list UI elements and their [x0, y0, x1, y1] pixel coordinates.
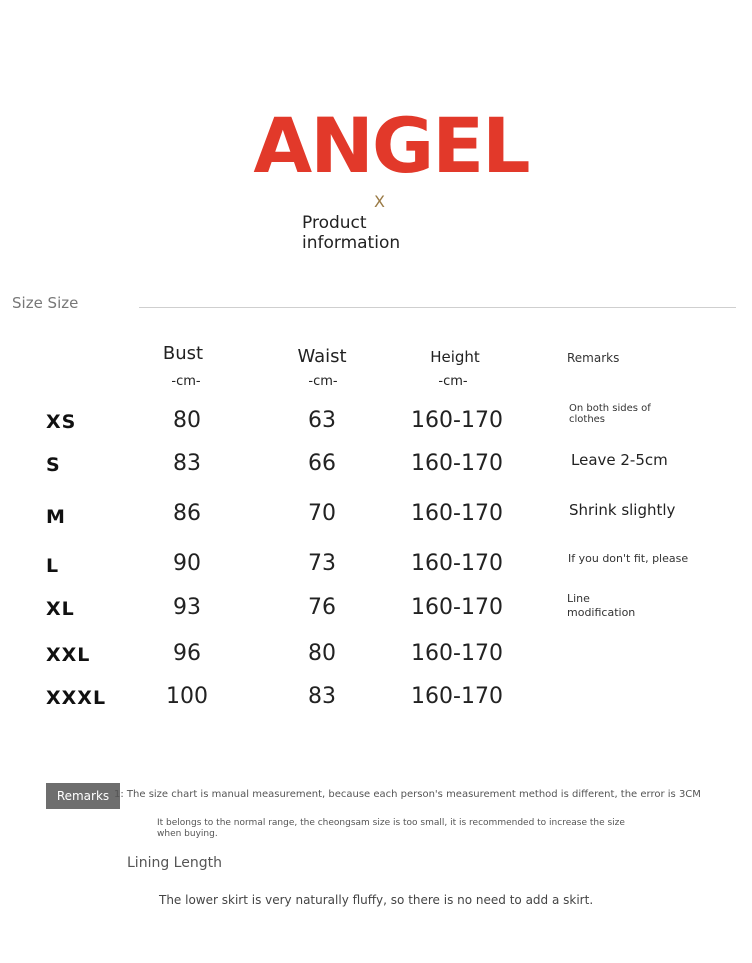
- bust-value: 86: [173, 501, 201, 526]
- size-label: M: [46, 506, 66, 528]
- column-header-height: Height: [430, 348, 480, 366]
- bust-value: 100: [166, 684, 208, 709]
- waist-value: 70: [308, 501, 336, 526]
- lining-length-text: The lower skirt is very naturally fluffy, so there is no need to add a skirt.: [159, 893, 594, 907]
- height-value: 160-170: [411, 451, 503, 476]
- height-value: 160-170: [411, 408, 503, 433]
- column-unit-height: -cm-: [438, 374, 468, 389]
- remark-note: On both sides of clothes: [569, 403, 651, 425]
- brand-logo-text: ANGEL: [253, 101, 529, 190]
- height-value: 160-170: [411, 595, 503, 620]
- waist-value: 80: [308, 641, 336, 666]
- brand-logo: [253, 100, 529, 190]
- brand-separator: X: [374, 192, 385, 211]
- size-label: L: [46, 555, 60, 577]
- remark-note: If you don't fit, please: [568, 552, 689, 565]
- bust-value: 93: [173, 595, 201, 620]
- waist-value: 76: [308, 595, 336, 620]
- remark-note: Shrink slightly: [569, 501, 676, 519]
- height-value: 160-170: [411, 641, 503, 666]
- size-section-title: Size Size: [12, 294, 79, 312]
- bust-value: 80: [173, 408, 201, 433]
- waist-value: 66: [308, 451, 336, 476]
- column-header-bust: Bust: [162, 343, 204, 364]
- column-unit-waist: -cm-: [308, 374, 338, 389]
- remark-line-1: 1: The size chart is manual measurement, because each person's measurement method is different, the error is 3CM: [114, 789, 701, 800]
- column-header-remarks: Remarks: [567, 351, 620, 365]
- remark-note: Leave 2-5cm: [571, 451, 668, 469]
- bust-value: 96: [173, 641, 201, 666]
- section-divider: [139, 307, 736, 308]
- waist-value: 63: [308, 408, 336, 433]
- column-header-waist: Waist: [297, 346, 347, 367]
- column-unit-bust: -cm-: [171, 374, 201, 389]
- height-value: 160-170: [411, 684, 503, 709]
- lining-length-title: Lining Length: [127, 855, 222, 871]
- waist-value: 83: [308, 684, 336, 709]
- size-label: XXL: [46, 644, 91, 666]
- size-label: XS: [46, 411, 77, 433]
- size-label: XL: [46, 598, 75, 620]
- bust-value: 83: [173, 451, 201, 476]
- height-value: 160-170: [411, 501, 503, 526]
- height-value: 160-170: [411, 551, 503, 576]
- remark-note: Line modification: [567, 592, 636, 619]
- size-label: XXXL: [46, 687, 107, 709]
- waist-value: 73: [308, 551, 336, 576]
- remarks-badge: Remarks: [46, 783, 120, 809]
- brand-logo-graphic: [253, 100, 529, 190]
- bust-value: 90: [173, 551, 201, 576]
- product-information-title: Product information: [302, 213, 401, 253]
- size-label: S: [46, 454, 61, 476]
- remark-line-2: It belongs to the normal range, the cheongsam size is too small, it is recommended to increase the size when buying.: [157, 818, 625, 839]
